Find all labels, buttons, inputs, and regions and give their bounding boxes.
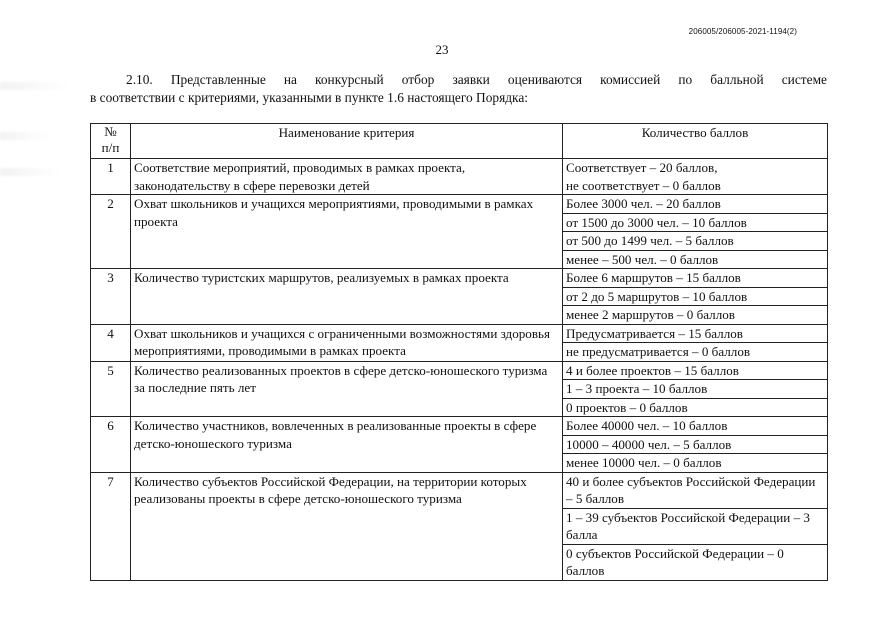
row-number: 7 (91, 472, 131, 580)
score-option: 4 и более проектов – 15 баллов (563, 361, 828, 380)
scan-smudge (0, 168, 60, 176)
table-row (91, 417, 828, 436)
criterion-name: Количество участников, вовлеченных в реализованные проекты в сфере детско-юношеского туризма (131, 417, 563, 473)
table-row (91, 159, 828, 195)
table-header-row (91, 124, 828, 159)
scan-smudge (0, 82, 70, 90)
score-option: Более 3000 чел. – 20 баллов (563, 195, 828, 214)
score-option: от 2 до 5 маршрутов – 10 баллов (563, 287, 828, 306)
score-option: не предусматривается – 0 баллов (563, 343, 828, 362)
score-option: от 1500 до 3000 чел. – 10 баллов (563, 213, 828, 232)
header-criterion-name: Наименование критерия (131, 124, 563, 159)
header-num: № п/п (91, 124, 131, 159)
score-option: 1 – 39 субъектов Российской Федерации – 3 балла (563, 508, 828, 544)
scan-smudge (0, 132, 50, 140)
header-score: Количество баллов (563, 124, 828, 159)
document-code: 206005/206005-2021-1194(2) (688, 27, 797, 36)
page-number: 23 (435, 42, 449, 57)
row-number: 4 (91, 324, 131, 361)
criterion-name: Соответствие мероприятий, проводимых в рамках проекта, законодательству в сфере перевозки детей (131, 159, 563, 195)
row-number: 2 (91, 195, 131, 269)
score-option: от 500 до 1499 чел. – 5 баллов (563, 232, 828, 251)
row-number: 3 (91, 269, 131, 325)
row-number: 1 (91, 159, 131, 195)
row-number: 6 (91, 417, 131, 473)
criteria-table (90, 123, 828, 581)
score-option: Более 6 маршрутов – 15 баллов (563, 269, 828, 288)
table-row (91, 195, 828, 214)
score-option: 1 – 3 проекта – 10 баллов (563, 380, 828, 399)
criterion-name: Количество реализованных проектов в сфере детско-юношеского туризма за последние пять лет (131, 361, 563, 417)
row-number: 5 (91, 361, 131, 417)
score-option: Соответствует – 20 баллов, не соответствует – 0 баллов (563, 159, 828, 195)
table-row (91, 472, 828, 508)
score-option: 0 проектов – 0 баллов (563, 398, 828, 417)
intro-paragraph (90, 71, 827, 107)
score-option: 10000 – 40000 чел. – 5 баллов (563, 435, 828, 454)
score-option: менее 10000 чел. – 0 баллов (563, 454, 828, 473)
score-option: Более 40000 чел. – 10 баллов (563, 417, 828, 436)
intro-line: в соответствии с критериями, указанными в пункте 1.6 настоящего Порядка: (90, 90, 529, 105)
criterion-name: Количество туристских маршрутов, реализуемых в рамках проекта (131, 269, 563, 325)
score-option: Предусматривается – 15 баллов (563, 324, 828, 343)
score-option: 0 субъектов Российской Федерации – 0 баллов (563, 544, 828, 580)
score-option: менее 2 маршрутов – 0 баллов (563, 306, 828, 325)
criterion-name: Охват школьников и учащихся с ограниченными возможностями здоровья мероприятиями, проводимыми в рамках проекта (131, 324, 563, 361)
score-option: менее – 500 чел. – 0 баллов (563, 250, 828, 269)
criterion-name: Количество субъектов Российской Федерации, на территории которых реализованы проекты в сфере детско-юношеского туризма (131, 472, 563, 580)
score-option: 40 и более субъектов Российской Федерации – 5 баллов (563, 472, 828, 508)
table-row (91, 269, 828, 288)
table-row (91, 361, 828, 380)
criterion-name: Охват школьников и учащихся мероприятиями, проводимыми в рамках проекта (131, 195, 563, 269)
intro-line: 2.10. Представленные на конкурсный отбор заявки оцениваются комиссией по балльной системе (126, 72, 827, 87)
table-row (91, 324, 828, 343)
